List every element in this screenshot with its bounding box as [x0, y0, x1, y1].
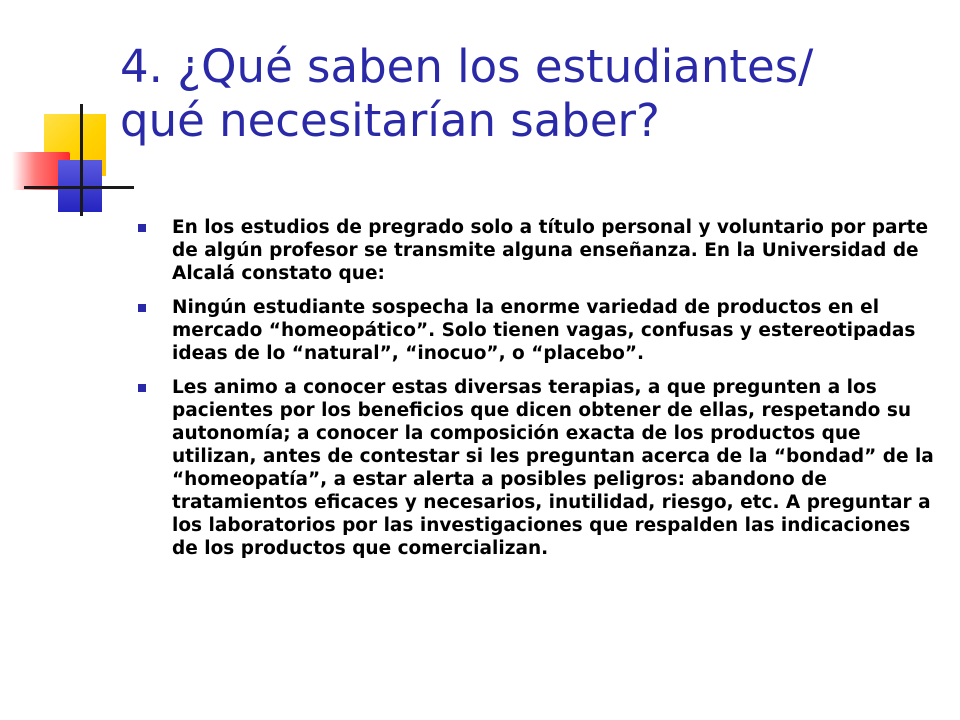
- square-bullet-icon: [138, 224, 146, 232]
- bullet-item: [138, 216, 938, 285]
- square-bullet-icon: [138, 384, 146, 392]
- bullet-item: [138, 376, 938, 560]
- bullet-item: [138, 296, 938, 365]
- bullet-text: Les animo a conocer estas diversas terapias, a que pregunten a los pacientes por los beneficios que dicen obtener de ellas, respetando su autonomía; a conocer la composición exacta de los productos que utilizan, antes de contestar si les preguntan acerca de la “bondad” de la “homeopatía”, a estar alerta a posibles peligros: abandono de tratamientos eficaces y necesarios, inutilidad, riesgo, etc. A preguntar a los laboratorios por las investigaciones que respalden las indicaciones de los productos que comercializan.: [172, 377, 934, 559]
- slide-title-line-2: qué necesitarían saber?: [120, 94, 660, 147]
- horizontal-line-decoration: [24, 186, 134, 189]
- slide-title: [120, 40, 940, 148]
- square-bullet-icon: [138, 304, 146, 312]
- decorative-squares-graphic: [0, 0, 140, 230]
- vertical-line-decoration: [80, 104, 83, 216]
- bullet-text: En los estudios de pregrado solo a título personal y voluntario por parte de algún profesor se transmite alguna enseñanza. En la Universidad de Alcalá constato que:: [172, 217, 929, 284]
- bullet-text: Ningún estudiante sospecha la enorme variedad de productos en el mercado “homeopático”. Solo tienen vagas, confusas y estereotipadas ideas de lo “natural”, “inocuo”, o “placebo”.: [172, 297, 916, 364]
- bullet-list: [138, 216, 938, 571]
- slide-title-line-1: 4. ¿Qué saben los estudiantes/: [120, 40, 814, 93]
